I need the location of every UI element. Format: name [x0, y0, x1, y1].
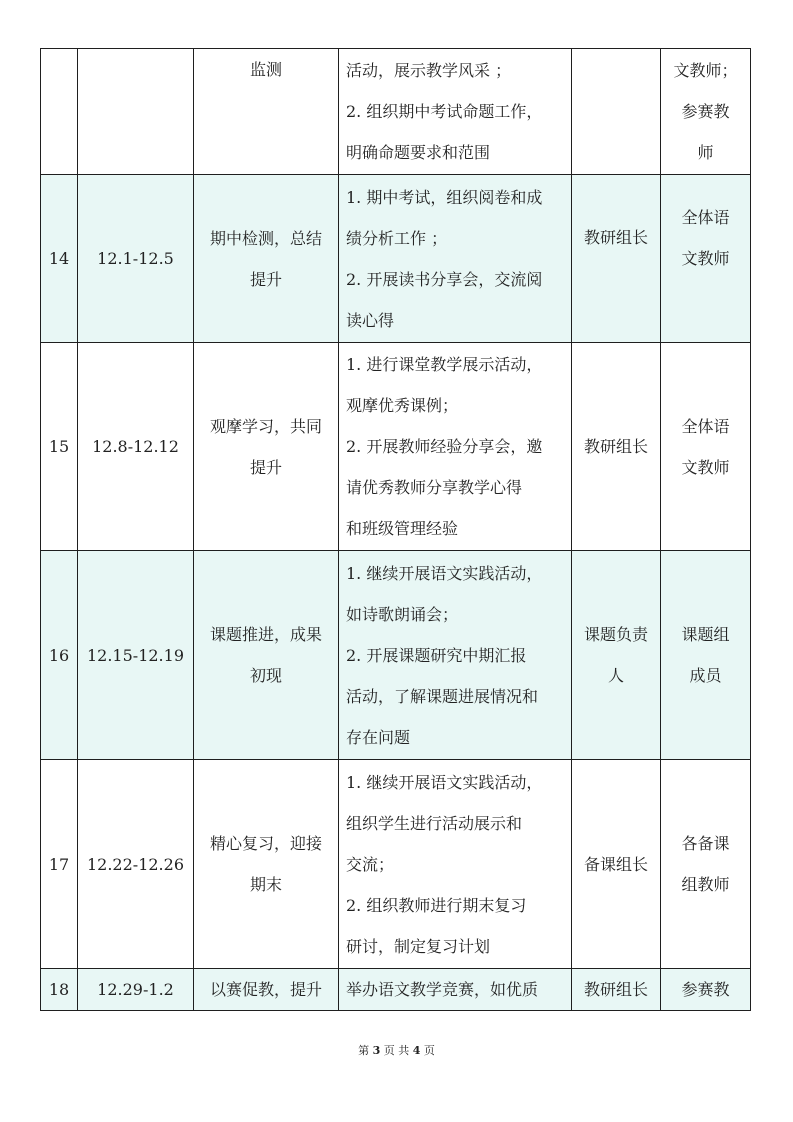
content-line: 交流；: [346, 854, 395, 874]
cell-responsible: [572, 551, 661, 760]
content-line: 组织学生进行活动展示和: [346, 813, 523, 833]
cell-date: 12.8-12.12: [78, 343, 194, 551]
content-line: 2. 开展课题研究中期汇报: [346, 645, 527, 665]
theme-line: 以赛促教，提升: [209, 980, 322, 999]
participants-line: 全体语: [681, 416, 730, 436]
table-row: [41, 175, 751, 343]
cell-participants: [661, 551, 751, 760]
cell-participants: [661, 175, 751, 343]
cell-date: 12.22-12.26: [78, 760, 194, 969]
cell-content: [339, 175, 572, 343]
cell-theme: [194, 49, 339, 175]
theme-line: 期中检测，总结: [209, 228, 322, 248]
cell-participants: [661, 969, 751, 1011]
schedule-table: [40, 48, 751, 1011]
total-page-number: 4: [412, 1044, 421, 1057]
cell-participants: [661, 49, 751, 175]
responsible-line: 教研组长: [583, 437, 648, 456]
responsible-line: 教研组长: [583, 228, 648, 247]
content-line: 活动，展示教学风采 ；: [346, 61, 512, 80]
content-line: 活动，了解课题进展情况和: [346, 686, 539, 706]
content-line: 1. 期中考试，组织阅卷和成: [346, 187, 543, 207]
participants-line: 参赛教: [681, 980, 730, 999]
cell-theme: [194, 175, 339, 343]
footer-prefix: 第: [358, 1044, 370, 1057]
theme-line: 课题推进，成果: [209, 625, 322, 644]
cell-theme: [194, 969, 339, 1011]
responsible-line: 课题负责: [583, 625, 648, 644]
cell-no: 15: [41, 343, 78, 551]
cell-responsible: [572, 760, 661, 969]
participants-line: 各备课: [681, 834, 730, 853]
content-line: 1. 进行课堂教学展示活动，: [346, 355, 543, 374]
content-line: 1. 继续开展语文实践活动，: [346, 772, 543, 792]
cell-content: [339, 343, 572, 551]
cell-date: 12.1-12.5: [78, 175, 194, 343]
cell-theme: [194, 760, 339, 969]
theme-line: 观摩学习，共同: [209, 416, 322, 436]
participants-line: 文教师；: [673, 61, 738, 80]
theme-line: 精心复习，迎接: [209, 834, 322, 853]
table-row: [41, 551, 751, 760]
content-line: 2. 组织期中考试命题工作，: [346, 102, 543, 121]
content-line: 存在问题: [346, 727, 411, 747]
cell-participants: [661, 343, 751, 551]
cell-no: 14: [41, 175, 78, 343]
content-line: 1. 继续开展语文实践活动，: [346, 563, 543, 583]
content-line: 如诗歌朗诵会；: [346, 604, 459, 624]
theme-line: 提升: [249, 269, 282, 289]
content-line: 2. 组织教师进行期末复习: [346, 895, 527, 915]
footer-suffix: 页: [423, 1044, 435, 1057]
theme-line: 监测: [249, 60, 282, 79]
cell-no: 17: [41, 760, 78, 969]
cell-no: 18: [41, 969, 78, 1011]
cell-theme: [194, 343, 339, 551]
cell-date: 12.15-12.19: [78, 551, 194, 760]
content-line: 2. 开展教师经验分享会，邀: [346, 437, 543, 456]
participants-line: 课题组: [681, 625, 730, 644]
cell-content: [339, 969, 572, 1011]
cell-no: 16: [41, 551, 78, 760]
table-row: [41, 343, 751, 551]
participants-line: 参赛教: [681, 102, 730, 121]
cell-responsible: [572, 175, 661, 343]
cell-responsible: [572, 343, 661, 551]
content-line: 观摩优秀课例；: [346, 396, 459, 415]
content-line: 和班级管理经验: [346, 519, 459, 538]
responsible-line: 备课组长: [583, 854, 648, 874]
cell-content: [339, 760, 572, 969]
theme-line: 提升: [249, 457, 282, 477]
responsible-line: 教研组长: [583, 980, 648, 999]
responsible-line: 人: [607, 666, 624, 685]
content-line: 研讨，制定复习计划: [346, 936, 491, 956]
current-page-number: 3: [372, 1044, 381, 1057]
footer-middle: 页 共: [383, 1044, 410, 1057]
page-footer: [0, 1042, 793, 1058]
participants-line: 文教师: [681, 249, 730, 268]
cell-content: [339, 49, 572, 175]
content-line: 读心得: [346, 310, 395, 330]
participants-line: 全体语: [681, 208, 730, 227]
theme-line: 初现: [249, 666, 282, 685]
cell-responsible: [572, 969, 661, 1011]
cell-responsible: [572, 49, 661, 175]
content-line: 明确命题要求和范围: [346, 143, 491, 162]
table-row: [41, 49, 751, 175]
participants-line: 师: [697, 143, 714, 162]
participants-line: 文教师: [681, 457, 730, 477]
participants-line: 成员: [689, 666, 722, 685]
cell-content: [339, 551, 572, 760]
content-line: 2. 开展读书分享会，交流阅: [346, 269, 543, 289]
content-line: 绩分析工作 ；: [346, 228, 448, 248]
cell-date: 12.29-1.2: [78, 969, 194, 1011]
cell-theme: [194, 551, 339, 760]
theme-line: 期末: [249, 875, 282, 894]
table-row: [41, 969, 751, 1011]
content-line: 举办语文教学竞赛，如优质: [346, 980, 539, 999]
cell-date: [78, 49, 194, 175]
cell-no: [41, 49, 78, 175]
table-row: [41, 760, 751, 969]
cell-participants: [661, 760, 751, 969]
content-line: 请优秀教师分享教学心得: [346, 478, 523, 497]
participants-line: 组教师: [681, 875, 730, 894]
